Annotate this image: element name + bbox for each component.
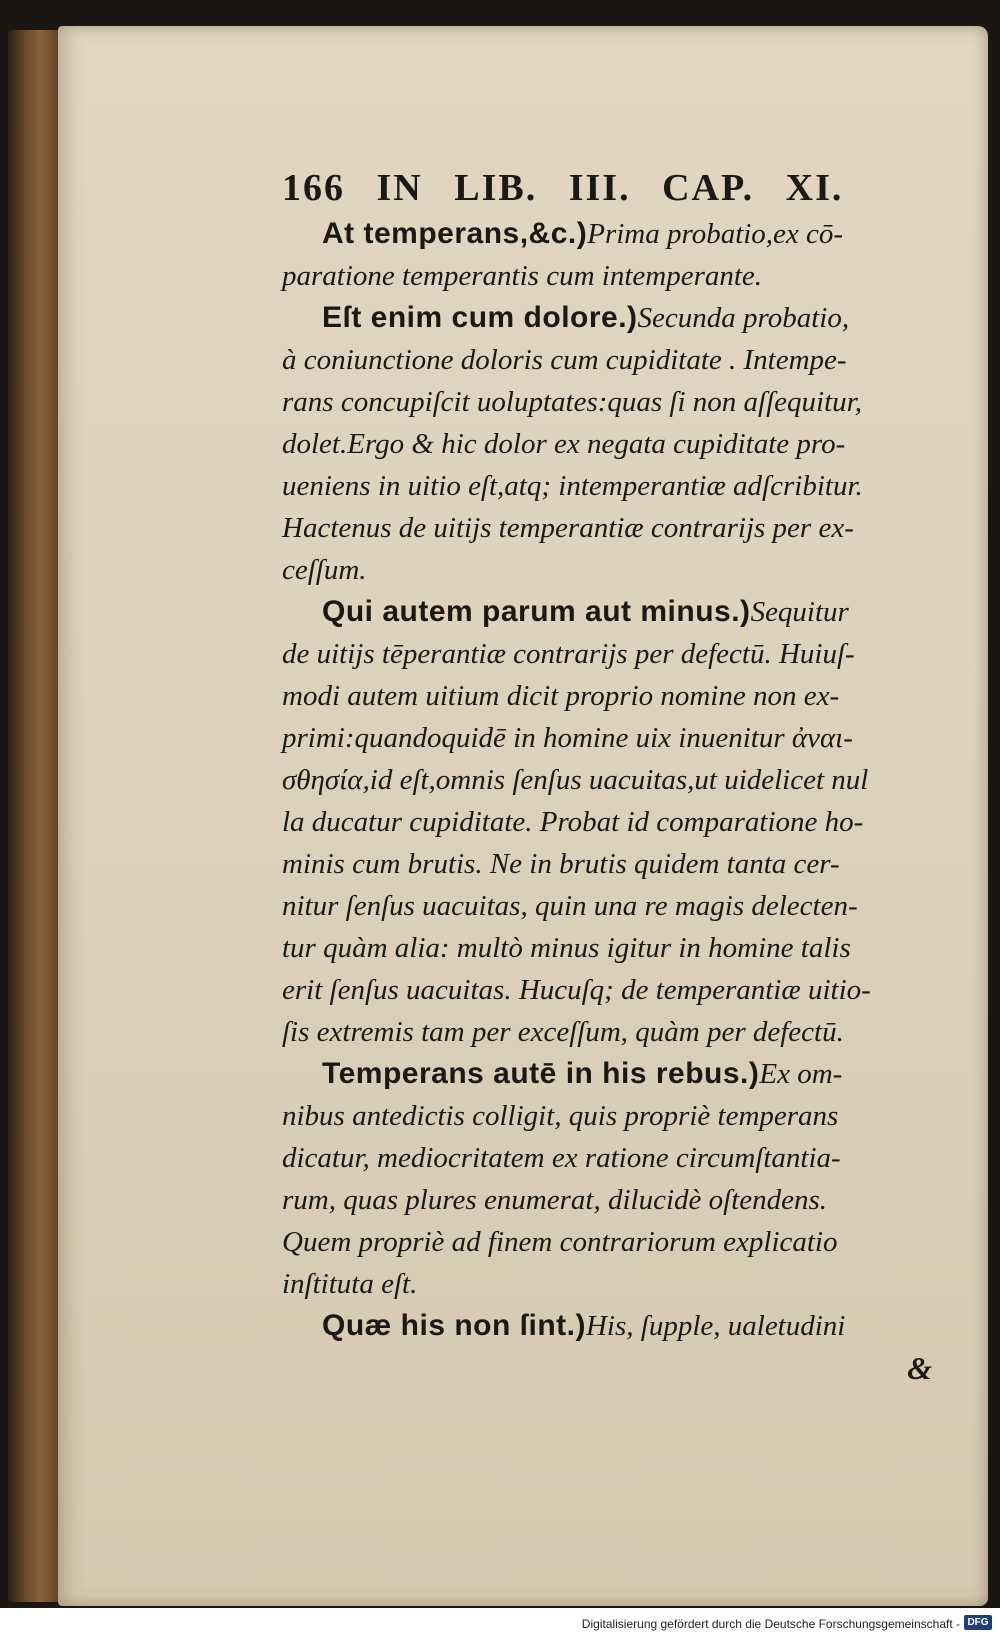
text-line — [282, 1095, 942, 1137]
text-line — [282, 675, 942, 717]
line-text: paratione temperantis cum intemperante. — [282, 260, 763, 292]
page-text-block — [282, 165, 942, 1389]
text-line — [282, 1305, 942, 1347]
line-text: inſtituta eſt. — [282, 1268, 418, 1300]
text-line — [282, 1053, 942, 1095]
text-line — [282, 255, 942, 297]
text-line — [282, 927, 942, 969]
line-text: nitur ſenſus uacuitas, quin una re magis delecten- — [282, 890, 858, 922]
line-text: la ducatur cupiditate. Probat id comparatione ho- — [282, 806, 864, 838]
text-line — [282, 213, 942, 255]
digitization-credit: Digitalisierung gefördert durch die Deutsche Forschungsgemeinschaft - — [581, 1617, 960, 1631]
text-line — [282, 1221, 942, 1263]
text-line — [282, 885, 942, 927]
text-line — [282, 423, 942, 465]
line-text: dolet.Ergo & hic dolor ex negata cupiditate pro- — [282, 428, 846, 460]
text-line — [282, 1179, 942, 1221]
text-line — [282, 1011, 942, 1053]
text-line — [282, 717, 942, 759]
line-text: rans concupiſcit uoluptates:quas ſi non aſſequitur, — [282, 386, 862, 418]
line-text: primi:quandoquidē in homine uix inuenitur ἀναι- — [282, 722, 853, 754]
text-line — [282, 549, 942, 591]
line-text: His, ſupple, ualetudini — [585, 1310, 846, 1342]
line-text: nibus antedictis colligit, quis propriè temperans — [282, 1100, 839, 1132]
line-text: Sequitur — [750, 596, 849, 628]
text-line — [282, 465, 942, 507]
running-header: 166 IN LIB. III. CAP. XI. — [282, 167, 844, 209]
text-line — [282, 843, 942, 885]
line-text: σθησία,id eſt,omnis ſenſus uacuitas,ut uidelicet nul — [282, 764, 869, 796]
dfg-logo: DFG — [964, 1615, 992, 1630]
text-line — [282, 1137, 942, 1179]
line-text: erit ſenſus uacuitas. Hucuſq; de temperantiæ uitio- — [282, 974, 871, 1006]
line-text: Hactenus de uitijs temperantiæ contrarijs per ex- — [282, 512, 854, 544]
line-text: tur quàm alia: multò minus igitur in homine talis — [282, 932, 851, 964]
line-text: Quem propriè ad finem contrariorum explicatio — [282, 1226, 838, 1258]
line-text: rum, quas plures enumerat, dilucidè oſtendens. — [282, 1184, 828, 1216]
text-line — [282, 969, 942, 1011]
lemma-heading: Quæ his non ſint.) — [322, 1309, 586, 1342]
line-text: Ex om- — [759, 1058, 843, 1090]
text-line — [282, 297, 942, 339]
lemma-heading: Temperans autē in his rebus.) — [322, 1057, 760, 1090]
text-line — [282, 1263, 942, 1305]
line-text: minis cum brutis. Ne in brutis quidem tanta cer- — [282, 848, 840, 880]
text-line — [282, 339, 942, 381]
line-text: à coniunctione doloris cum cupiditate . Intempe- — [282, 344, 847, 376]
lemma-heading: At temperans,&c.) — [322, 217, 588, 250]
line-text: ſis extremis tam per exceſſum, quàm per defectū. — [282, 1016, 844, 1048]
text-line — [282, 381, 942, 423]
catchword: & — [907, 1350, 932, 1386]
line-text: Prima probatio,ex cō- — [587, 218, 844, 250]
line-text: modi autem uitium dicit proprio nomine non ex- — [282, 680, 840, 712]
line-text: dicatur, mediocritatem ex ratione circumſtantia- — [282, 1142, 841, 1174]
text-line — [282, 801, 942, 843]
line-text: ceſſum. — [282, 554, 367, 586]
line-text: ueniens in uitio eſt,atq; intemperantiæ adſcribitur. — [282, 470, 863, 502]
text-line — [282, 507, 942, 549]
text-line — [282, 591, 942, 633]
lemma-heading: Eſt enim cum dolore.) — [322, 301, 638, 334]
line-text: de uitijs tēperantiæ contrarijs per defectū. Huiuſ- — [282, 638, 855, 670]
line-text: Secunda probatio, — [637, 302, 850, 334]
text-line — [282, 759, 942, 801]
commentary-lines — [282, 213, 942, 1347]
text-line — [282, 633, 942, 675]
lemma-heading: Qui autem parum aut minus.) — [322, 595, 751, 628]
